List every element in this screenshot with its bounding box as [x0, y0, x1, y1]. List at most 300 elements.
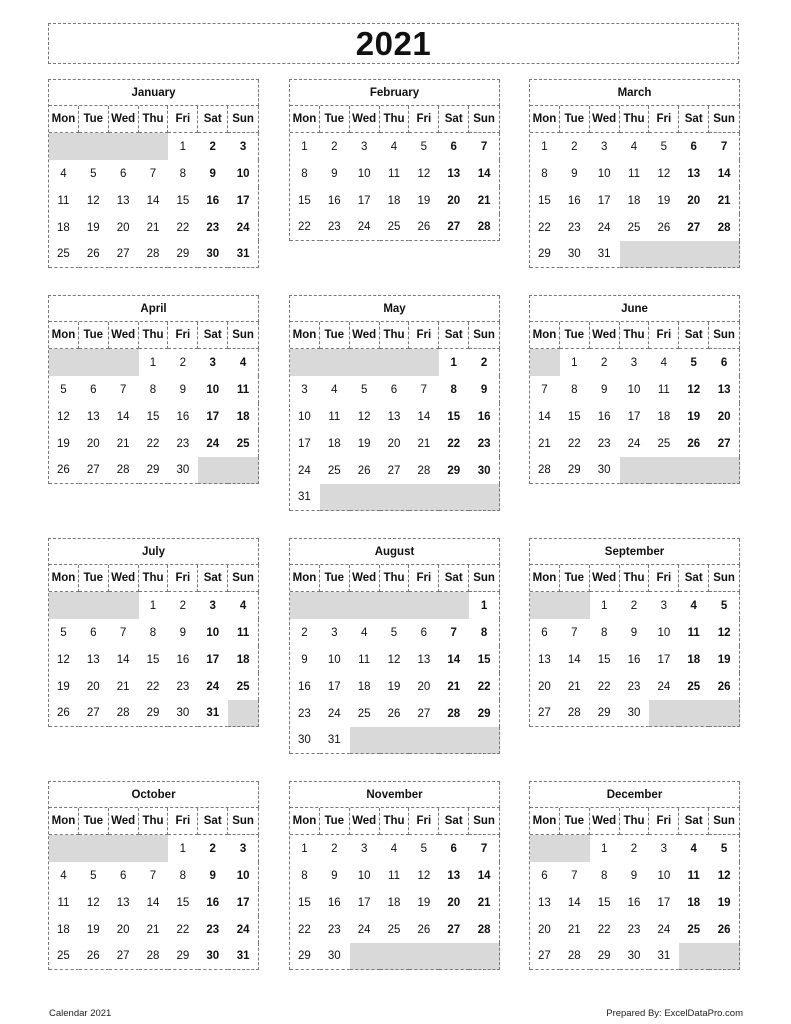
day-cell: 9	[209, 167, 216, 180]
day-cell: 16	[176, 410, 190, 423]
day-cell: 28	[709, 214, 740, 241]
day-cell: 28	[469, 214, 500, 241]
day-cell: 23	[597, 437, 611, 450]
week-row	[49, 862, 259, 889]
weekday-label: Fri	[409, 565, 439, 592]
day-cell: 2	[331, 140, 338, 153]
weekday-label: Mon	[49, 106, 79, 133]
week-row	[49, 835, 259, 862]
day-cell: 3	[600, 140, 608, 153]
day-cell: 24	[350, 214, 380, 241]
day-cell: 9	[469, 376, 500, 403]
week-row	[290, 889, 500, 916]
day-cell: 17	[228, 889, 259, 916]
day-cell: 3	[228, 835, 259, 862]
week-row	[49, 376, 259, 403]
day-cell: 17	[357, 896, 371, 909]
weekday-label: Wed	[109, 106, 139, 133]
day-cell: 21	[146, 923, 160, 936]
week-row	[530, 673, 740, 700]
day-cell: 25	[49, 241, 79, 268]
day-cell: 18	[327, 437, 341, 450]
day-cell: 1	[469, 592, 500, 619]
day-cell: 25	[357, 707, 371, 720]
day-cell: 11	[228, 619, 259, 646]
weekday-label: Wed	[109, 565, 139, 592]
day-cell: 12	[57, 410, 70, 423]
empty-day-cell	[49, 835, 79, 862]
day-cell: 19	[387, 680, 401, 693]
month-name: February	[290, 80, 500, 106]
day-cell: 13	[447, 869, 461, 882]
weekday-label: Wed	[590, 565, 620, 592]
day-cell: 30	[290, 727, 320, 754]
day-cell: 9	[600, 383, 608, 396]
day-cell: 6	[119, 869, 127, 882]
day-cell: 5	[660, 140, 668, 153]
empty-day-cell	[320, 349, 350, 376]
day-cell: 29	[139, 700, 169, 727]
day-cell: 28	[109, 457, 139, 484]
day-cell: 30	[320, 943, 350, 970]
day-cell: 19	[86, 923, 100, 936]
weekday-label: Thu	[139, 565, 169, 592]
week-row	[530, 889, 740, 916]
day-cell: 20	[116, 923, 130, 936]
day-cell: 4	[360, 626, 368, 639]
day-cell: 4	[660, 356, 668, 369]
day-cell: 29	[168, 241, 198, 268]
empty-day-cell	[709, 943, 740, 970]
weekday-label: Wed	[350, 322, 380, 349]
day-cell: 3	[630, 356, 638, 369]
day-cell: 14	[469, 862, 500, 889]
day-cell: 30	[168, 457, 198, 484]
empty-day-cell	[350, 484, 380, 511]
weekday-label: Mon	[530, 106, 560, 133]
week-row	[290, 943, 500, 970]
week-row	[290, 133, 500, 160]
week-row	[290, 457, 500, 484]
day-cell: 15	[567, 410, 581, 423]
day-cell: 24	[597, 221, 611, 234]
empty-day-cell	[679, 943, 709, 970]
empty-day-cell	[109, 592, 139, 619]
month-august	[289, 538, 500, 754]
empty-day-cell	[350, 727, 380, 754]
weekday-label: Wed	[109, 322, 139, 349]
empty-day-cell	[649, 457, 679, 484]
day-cell: 1	[450, 356, 457, 369]
weekday-label: Thu	[620, 322, 650, 349]
day-cell: 4	[60, 869, 67, 882]
day-cell: 13	[86, 410, 100, 423]
weekday-label: Tue	[560, 106, 590, 133]
day-cell: 6	[450, 842, 457, 855]
empty-day-cell	[228, 700, 259, 727]
day-cell: 22	[597, 923, 611, 936]
day-cell: 30	[620, 700, 650, 727]
week-row	[530, 592, 740, 619]
weekday-label: Sun	[469, 106, 500, 133]
empty-day-cell	[380, 943, 410, 970]
day-cell: 10	[206, 383, 220, 396]
weekday-label: Sat	[439, 808, 469, 835]
day-cell: 14	[146, 896, 160, 909]
day-cell: 14	[116, 653, 130, 666]
day-cell: 24	[657, 923, 671, 936]
month-name: March	[530, 80, 740, 106]
empty-day-cell	[198, 457, 228, 484]
day-cell: 25	[49, 943, 79, 970]
empty-day-cell	[320, 592, 350, 619]
weekday-header-row	[530, 565, 740, 592]
weekday-label: Thu	[380, 565, 410, 592]
day-cell: 15	[146, 410, 160, 423]
empty-day-cell	[380, 727, 410, 754]
weekday-header-row	[530, 106, 740, 133]
weekday-label: Sun	[469, 322, 500, 349]
week-row	[530, 241, 740, 268]
day-cell: 17	[298, 437, 311, 450]
empty-day-cell	[439, 484, 469, 511]
week-row	[530, 943, 740, 970]
year-title-box	[48, 23, 739, 64]
empty-day-cell	[79, 349, 109, 376]
week-row	[530, 214, 740, 241]
day-cell: 25	[387, 923, 401, 936]
day-cell: 27	[530, 943, 560, 970]
day-cell: 27	[439, 214, 469, 241]
day-cell: 29	[590, 943, 620, 970]
day-cell: 11	[328, 410, 341, 423]
day-cell: 27	[79, 457, 109, 484]
month-june	[529, 295, 740, 484]
day-cell: 5	[90, 167, 97, 180]
day-cell: 28	[560, 700, 590, 727]
day-cell: 16	[327, 194, 341, 207]
day-cell: 22	[290, 214, 320, 241]
weekday-label: Sat	[679, 106, 709, 133]
year-title: 2021	[355, 24, 432, 62]
week-row	[49, 673, 259, 700]
empty-day-cell	[560, 835, 590, 862]
empty-day-cell	[530, 835, 560, 862]
day-cell: 15	[176, 194, 190, 207]
empty-day-cell	[409, 484, 439, 511]
day-cell: 6	[420, 626, 428, 639]
day-cell: 29	[469, 700, 500, 727]
weekday-label: Fri	[409, 322, 439, 349]
day-cell: 18	[387, 896, 401, 909]
empty-day-cell	[469, 943, 500, 970]
weekday-label: Mon	[290, 808, 320, 835]
week-row	[49, 916, 259, 943]
weekday-label: Mon	[49, 565, 79, 592]
weekday-label: Tue	[320, 106, 350, 133]
day-cell: 2	[469, 349, 500, 376]
day-cell: 31	[228, 943, 259, 970]
day-cell: 23	[320, 214, 350, 241]
day-cell: 16	[298, 680, 311, 693]
day-cell: 15	[176, 896, 190, 909]
month-name: June	[530, 296, 740, 322]
day-cell: 29	[139, 457, 169, 484]
day-cell: 13	[387, 410, 401, 423]
month-april	[48, 295, 259, 484]
day-cell: 16	[206, 194, 220, 207]
day-cell: 18	[357, 680, 371, 693]
week-row	[290, 862, 500, 889]
empty-day-cell	[350, 943, 380, 970]
empty-day-cell	[649, 700, 679, 727]
day-cell: 24	[298, 464, 311, 477]
weekday-header-row	[290, 322, 500, 349]
day-cell: 18	[657, 410, 671, 423]
week-row	[290, 835, 500, 862]
day-cell: 22	[597, 680, 611, 693]
day-cell: 28	[109, 700, 139, 727]
day-cell: 10	[357, 869, 371, 882]
week-row	[530, 862, 740, 889]
day-cell: 19	[86, 221, 100, 234]
day-cell: 13	[687, 167, 701, 180]
day-cell: 19	[709, 646, 740, 673]
month-name: December	[530, 782, 740, 808]
day-cell: 14	[146, 194, 160, 207]
weekday-label: Wed	[350, 808, 380, 835]
day-cell: 1	[600, 599, 608, 612]
day-cell: 18	[57, 221, 70, 234]
day-cell: 10	[657, 869, 671, 882]
weekday-header-row	[290, 808, 500, 835]
weekday-label: Sat	[198, 808, 228, 835]
day-cell: 16	[627, 653, 641, 666]
day-cell: 24	[327, 707, 341, 720]
empty-day-cell	[409, 727, 439, 754]
weekday-label: Fri	[649, 565, 679, 592]
day-cell: 21	[709, 187, 740, 214]
week-row	[290, 916, 500, 943]
day-cell: 2	[630, 842, 638, 855]
weekday-label: Tue	[320, 322, 350, 349]
day-cell: 20	[116, 221, 130, 234]
day-cell: 16	[627, 896, 641, 909]
week-row	[49, 700, 259, 727]
weekday-label: Thu	[620, 808, 650, 835]
day-cell: 17	[327, 680, 341, 693]
day-cell: 1	[179, 842, 187, 855]
day-cell: 4	[690, 599, 697, 612]
weekday-label: Mon	[290, 565, 320, 592]
day-cell: 10	[206, 626, 220, 639]
month-january	[48, 79, 259, 268]
empty-day-cell	[679, 457, 709, 484]
day-cell: 26	[409, 214, 439, 241]
week-row	[49, 241, 259, 268]
weekday-label: Sun	[228, 808, 259, 835]
month-name: May	[290, 296, 500, 322]
day-cell: 29	[530, 241, 560, 268]
day-cell: 26	[387, 707, 401, 720]
day-cell: 20	[709, 403, 740, 430]
day-cell: 29	[590, 700, 620, 727]
day-cell: 4	[228, 349, 259, 376]
day-cell: 28	[417, 464, 431, 477]
day-cell: 13	[116, 194, 130, 207]
day-cell: 28	[560, 943, 590, 970]
day-cell: 28	[139, 241, 169, 268]
day-cell: 7	[420, 383, 428, 396]
day-cell: 19	[357, 437, 371, 450]
day-cell: 11	[388, 869, 400, 882]
empty-day-cell	[709, 457, 740, 484]
weekday-label: Thu	[139, 322, 169, 349]
week-row	[49, 889, 259, 916]
week-row	[530, 430, 740, 457]
empty-day-cell	[79, 133, 109, 160]
day-cell: 14	[116, 410, 130, 423]
week-row	[49, 214, 259, 241]
empty-day-cell	[530, 592, 560, 619]
empty-day-cell	[380, 484, 410, 511]
day-cell: 15	[538, 194, 551, 207]
weekday-label: Tue	[560, 322, 590, 349]
week-row	[530, 376, 740, 403]
day-cell: 31	[649, 943, 679, 970]
day-cell: 21	[116, 680, 130, 693]
empty-day-cell	[320, 484, 350, 511]
day-cell: 21	[538, 437, 551, 450]
weekday-label: Mon	[49, 322, 79, 349]
day-cell: 27	[79, 700, 109, 727]
day-cell: 14	[709, 160, 740, 187]
empty-day-cell	[228, 457, 259, 484]
day-cell: 2	[571, 140, 578, 153]
week-row	[530, 700, 740, 727]
weekday-label: Thu	[139, 808, 169, 835]
week-row	[290, 403, 500, 430]
day-cell: 13	[447, 167, 461, 180]
week-row	[49, 187, 259, 214]
day-cell: 26	[49, 457, 79, 484]
day-cell: 11	[657, 383, 670, 396]
day-cell: 7	[149, 869, 157, 882]
day-cell: 10	[327, 653, 341, 666]
day-cell: 20	[417, 680, 431, 693]
day-cell: 18	[687, 896, 701, 909]
empty-day-cell	[409, 592, 439, 619]
day-cell: 22	[298, 923, 311, 936]
day-cell: 25	[687, 923, 701, 936]
day-cell: 21	[567, 923, 581, 936]
week-row	[290, 646, 500, 673]
week-row	[290, 727, 500, 754]
week-row	[530, 646, 740, 673]
day-cell: 8	[571, 383, 578, 396]
empty-day-cell	[469, 484, 500, 511]
day-cell: 20	[538, 680, 551, 693]
weekday-label: Wed	[590, 808, 620, 835]
day-cell: 30	[620, 943, 650, 970]
empty-day-cell	[679, 241, 709, 268]
day-cell: 7	[119, 383, 127, 396]
weekday-label: Sun	[709, 106, 740, 133]
week-row	[290, 592, 500, 619]
day-cell: 27	[687, 221, 701, 234]
day-cell: 26	[709, 673, 740, 700]
empty-day-cell	[709, 241, 740, 268]
day-cell: 16	[327, 896, 341, 909]
day-cell: 31	[228, 241, 259, 268]
day-cell: 14	[538, 410, 551, 423]
day-cell: 1	[600, 842, 608, 855]
empty-day-cell	[109, 349, 139, 376]
day-cell: 15	[146, 653, 160, 666]
day-cell: 11	[388, 167, 400, 180]
weekday-label: Tue	[560, 808, 590, 835]
day-cell: 1	[149, 599, 157, 612]
day-cell: 11	[358, 653, 371, 666]
day-cell: 26	[709, 916, 740, 943]
weekday-label: Tue	[79, 322, 109, 349]
day-cell: 6	[90, 383, 97, 396]
day-cell: 19	[417, 896, 431, 909]
weekday-label: Sun	[469, 565, 500, 592]
day-cell: 24	[206, 680, 220, 693]
day-cell: 19	[57, 437, 70, 450]
day-cell: 9	[209, 869, 216, 882]
day-cell: 8	[301, 869, 308, 882]
day-cell: 12	[57, 653, 70, 666]
day-cell: 8	[149, 383, 157, 396]
day-cell: 23	[176, 680, 190, 693]
empty-day-cell	[649, 241, 679, 268]
weekday-label: Fri	[168, 322, 198, 349]
weekday-label: Thu	[620, 106, 650, 133]
day-cell: 7	[571, 869, 578, 882]
day-cell: 15	[597, 653, 611, 666]
day-cell: 4	[690, 842, 697, 855]
day-cell: 6	[90, 626, 97, 639]
day-cell: 24	[627, 437, 641, 450]
footer-right-text: Prepared By: ExcelDataPro.com	[606, 1008, 743, 1019]
weekday-label: Sun	[709, 565, 740, 592]
month-name: April	[49, 296, 259, 322]
day-cell: 20	[538, 923, 551, 936]
week-row	[49, 592, 259, 619]
week-row	[290, 376, 500, 403]
day-cell: 22	[469, 673, 500, 700]
week-row	[530, 457, 740, 484]
day-cell: 6	[119, 167, 127, 180]
empty-day-cell	[620, 241, 650, 268]
day-cell: 10	[298, 410, 311, 423]
day-cell: 4	[390, 140, 398, 153]
week-row	[290, 673, 500, 700]
weekday-label: Fri	[168, 565, 198, 592]
weekday-label: Tue	[320, 565, 350, 592]
day-cell: 14	[567, 896, 581, 909]
day-cell: 19	[657, 194, 671, 207]
day-cell: 4	[331, 383, 338, 396]
day-cell: 16	[597, 410, 611, 423]
day-cell: 8	[469, 619, 500, 646]
week-row	[49, 160, 259, 187]
day-cell: 25	[327, 464, 341, 477]
day-cell: 26	[49, 700, 79, 727]
day-cell: 30	[590, 457, 620, 484]
